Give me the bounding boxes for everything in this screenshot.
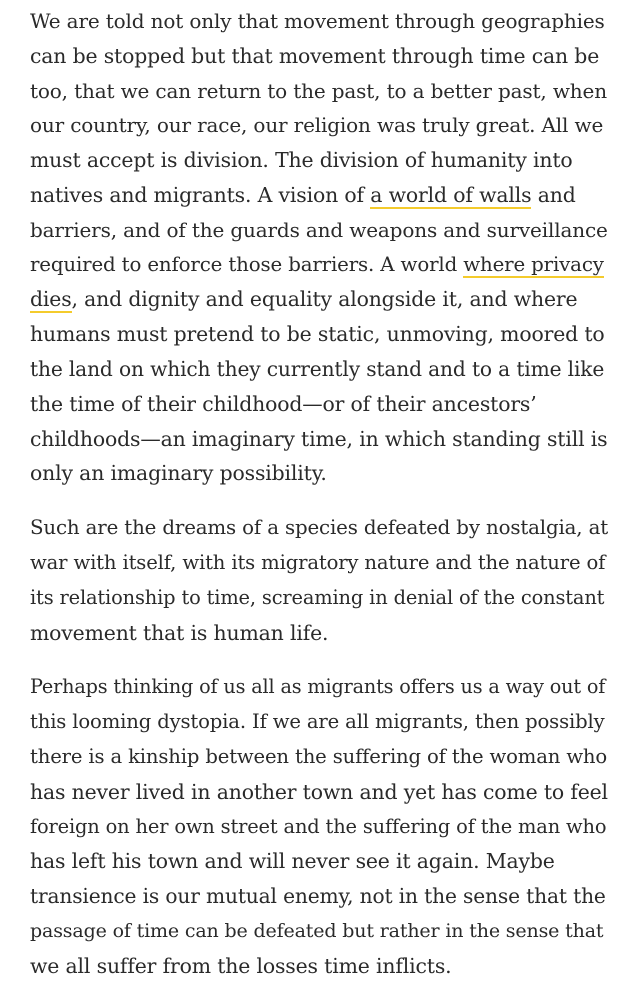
paragraph-2 <box>30 511 608 650</box>
text-line: Such are the dreams of a species defeated by nostalgia, at <box>30 516 609 540</box>
text-line: has never lived in another town and yet has come to feel <box>30 779 608 804</box>
text-line: humans must pretend to be static, unmoving, moored to <box>30 322 605 347</box>
text-line: foreign on her own street and the suffering of the man who <box>30 814 607 838</box>
text-segment: required to enforce those barriers. A world <box>30 252 464 276</box>
text-line: passage of time can be defeated but rather in the sense that <box>30 919 604 942</box>
text-line: We are told not only that movement through geographies <box>30 9 605 33</box>
text-line: there is a kinship between the suffering of the woman who <box>30 744 608 768</box>
text-line: must accept is division. The division of humanity into <box>30 148 573 173</box>
paragraph-3 <box>30 670 608 983</box>
text-line: transience is our mutual enemy, not in the sense that the <box>30 884 606 909</box>
text-line: Perhaps thinking of us all as migrants offers us a way out of <box>30 675 606 699</box>
text-line: can be stopped but that movement through time can be <box>30 43 600 68</box>
text-line <box>30 248 608 283</box>
text-line: this looming dystopia. If we are all migrants, then possibly <box>30 710 605 734</box>
text-segment: , and dignity and equality alongside it, and where <box>71 287 578 312</box>
link-where-privacy-dies[interactable]: where privacy <box>463 252 604 276</box>
paragraph-1 <box>30 4 608 491</box>
text-line: childhoods—an imaginary time, in which standing still is <box>30 426 608 451</box>
text-line: war with itself, with its migratory nature and the nature of <box>30 550 606 574</box>
link-a-world-of-walls[interactable]: a world of walls <box>370 182 532 207</box>
text-line <box>30 178 608 213</box>
text-segment: and <box>531 182 576 207</box>
link-where-privacy-dies-continued[interactable]: dies <box>30 287 72 312</box>
text-line: too, that we can return to the past, to a better past, when <box>30 78 607 103</box>
text-line <box>30 282 608 317</box>
text-segment: natives and migrants. A vision of <box>30 182 371 207</box>
text-line: the land on which they currently stand and to a time like <box>30 356 605 381</box>
text-line: only an imaginary possibility. <box>30 461 327 486</box>
text-line: its relationship to time, screaming in denial of the constant <box>30 585 605 609</box>
text-line: the time of their childhood—or of their ancestors’ <box>30 391 537 416</box>
text-line: barriers, and of the guards and weapons and surveillance <box>30 217 608 242</box>
text-line: our country, our race, our religion was truly great. All we <box>30 113 604 138</box>
text-line: we all suffer from the losses time inflicts. <box>30 953 452 978</box>
article-body <box>30 4 608 1004</box>
text-line: movement that is human life. <box>30 620 329 645</box>
text-line: has left his town and will never see it again. Maybe <box>30 849 555 874</box>
